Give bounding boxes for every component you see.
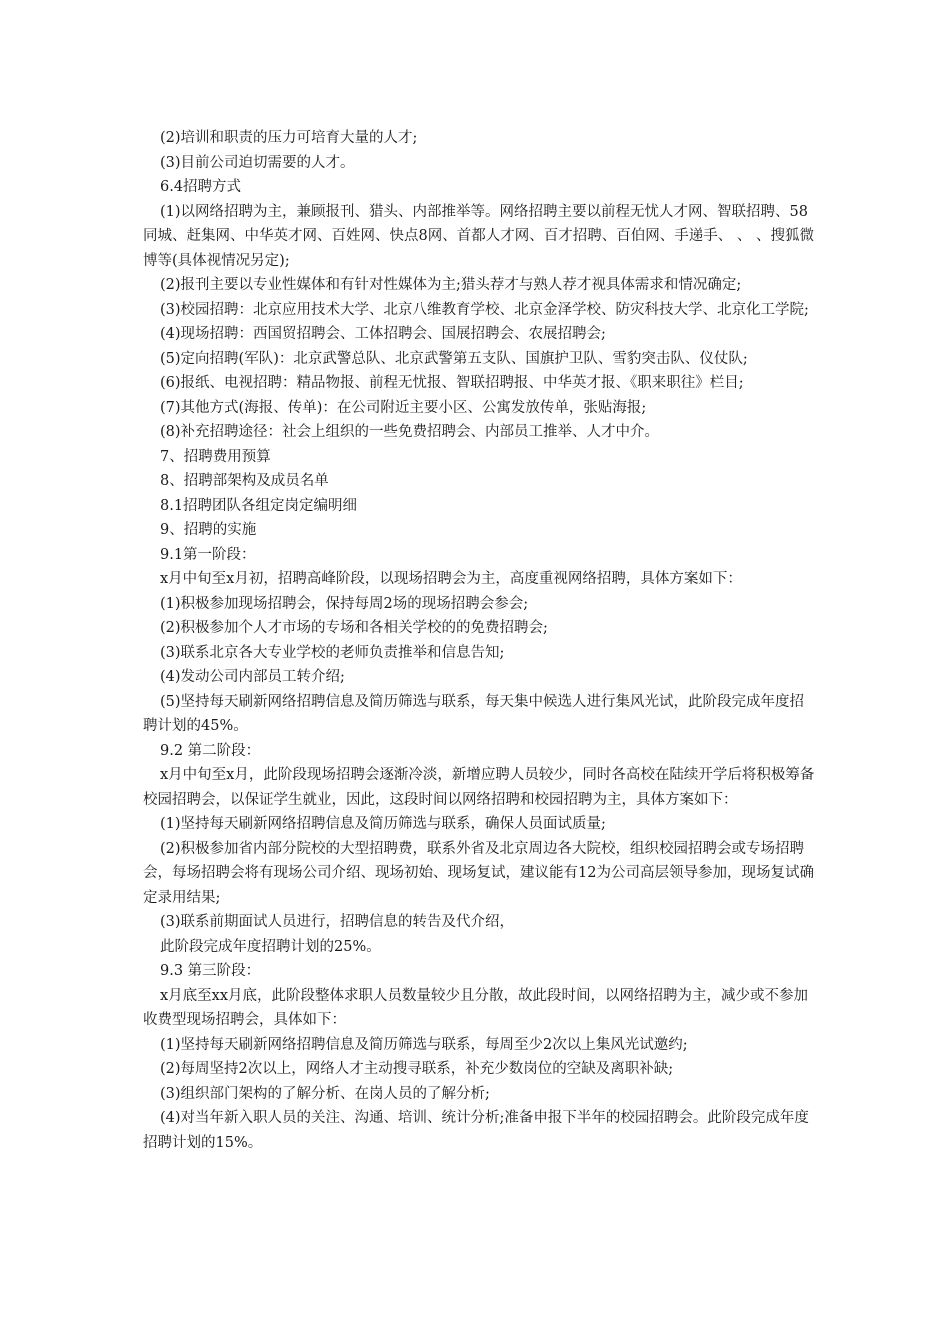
paragraph: (8)补充招聘途径：社会上组织的一些免费招聘会、内部员工推举、人才中介。: [160, 424, 660, 440]
paragraph: x月底至xx月底，此阶段整体求职人员数量较少且分散，故此段时间，以网络招聘为主，减少或不参加收费型现场招聘会，具体如下：: [143, 987, 809, 1028]
paragraph: 9.1第一阶段：: [160, 546, 256, 563]
paragraph: (2)积极参加个人才市场的专场和各相关学校的的免费招聘会;: [160, 620, 548, 636]
paragraph: (5)定向招聘(军队)：北京武警总队、北京武警第五支队、国旗护卫队、雪豹突击队、仪仗队;: [160, 350, 748, 367]
paragraph: 9.2 第二阶段：: [160, 742, 261, 759]
paragraph: (7)其他方式(海报、传单)：在公司附近主要小区、公寓发放传单，张贴海报;: [160, 399, 647, 416]
paragraph: 8、招聘部架构及成员名单: [160, 473, 329, 489]
paragraph: (4)现场招聘：西国贸招聘会、工体招聘会、国展招聘会、农展招聘会;: [160, 326, 606, 342]
paragraph: (2)报刊主要以专业性媒体和有针对性媒体为主;猎头荐才与熟人荐才视具体需求和情况确定;: [160, 277, 742, 293]
paragraph: (4)对当年新入职人员的关注、沟通、培训、统计分析;准备申报下半年的校园招聘会。此阶段完成年度招聘计划的15%。: [143, 1110, 809, 1151]
paragraph: (1)积极参加现场招聘会，保持每周2场的现场招聘会参会;: [160, 595, 529, 612]
paragraph: (1)坚持每天刷新网络招聘信息及简历筛选与联系，确保人员面试质量;: [160, 816, 606, 832]
paragraph: (3)组织部门架构的了解分析、在岗人员的了解分析;: [160, 1085, 490, 1102]
paragraph: (3)联系北京各大专业学校的老师负责推举和信息告知;: [160, 644, 505, 661]
paragraph: (2)每周坚持2次以上，网络人才主动搜寻联系，补充少数岗位的空缺及离职补缺;: [160, 1061, 674, 1077]
paragraph: 7、招聘费用预算: [160, 448, 271, 465]
paragraph: 8.1招聘团队各组定岗定编明细: [160, 497, 358, 514]
paragraph: (1)坚持每天刷新网络招聘信息及简历筛选与联系，每周至少2次以上集风光试邀约;: [160, 1036, 688, 1053]
paragraph: (4)发动公司内部员工转介绍;: [160, 669, 345, 685]
document-body: [143, 126, 818, 1155]
paragraph: (3)联系前期面试人员进行，招聘信息的转告及代介绍，: [160, 914, 515, 930]
paragraph: 6.4招聘方式: [160, 179, 242, 195]
paragraph: (2)培训和职责的压力可培育大量的人才;: [160, 130, 418, 146]
paragraph: (5)坚持每天刷新网络招聘信息及简历筛选与联系，每天集中候选人进行集风光试，此阶段完成年度招聘计划的45%。: [143, 693, 805, 734]
paragraph: 此阶段完成年度招聘计划的25%。: [160, 938, 381, 955]
paragraph: (6)报纸、电视招聘：精品物报、前程无忧报、智联招聘报、中华英才报、《职来职往》栏目;: [160, 375, 744, 391]
paragraph: x月中旬至x月，此阶段现场招聘会逐渐冷淡，新增应聘人员较少，同时各高校在陆续开学后将积极筹备校园招聘会，以保证学生就业，因此，这段时间以网络招聘和校园招聘为主，具体方案如下：: [143, 767, 815, 808]
paragraph: 9、招聘的实施: [160, 522, 257, 538]
paragraph: (1)以网络招聘为主，兼顾报刊、猎头、内部推举等。网络招聘主要以前程无忧人才网、智联招聘、58同城、赶集网、中华英才网、百姓网、快点8网、首都人才网、百才招聘、百伯网、手递手、 、 、搜狐微博等(具体视情况另定);: [143, 203, 814, 269]
paragraph: 9.3 第三阶段：: [160, 963, 261, 979]
paragraph: (3)校园招聘：北京应用技术大学、北京八维教育学校、北京金泽学校、防灾科技大学、北京化工学院;: [160, 301, 809, 318]
paragraph: x月中旬至x月初，招聘高峰阶段，以现场招聘会为主，高度重视网络招聘，具体方案如下：: [160, 571, 742, 587]
paragraph: (3)目前公司迫切需要的人才。: [160, 154, 355, 171]
paragraph: (2)积极参加省内部分院校的大型招聘费，联系外省及北京周边各大院校，组织校园招聘会或专场招聘会，每场招聘会将有现场公司介绍、现场初始、现场复试，建议能有12为公司高层领导参加，现场复试确定录用结果;: [143, 840, 814, 906]
